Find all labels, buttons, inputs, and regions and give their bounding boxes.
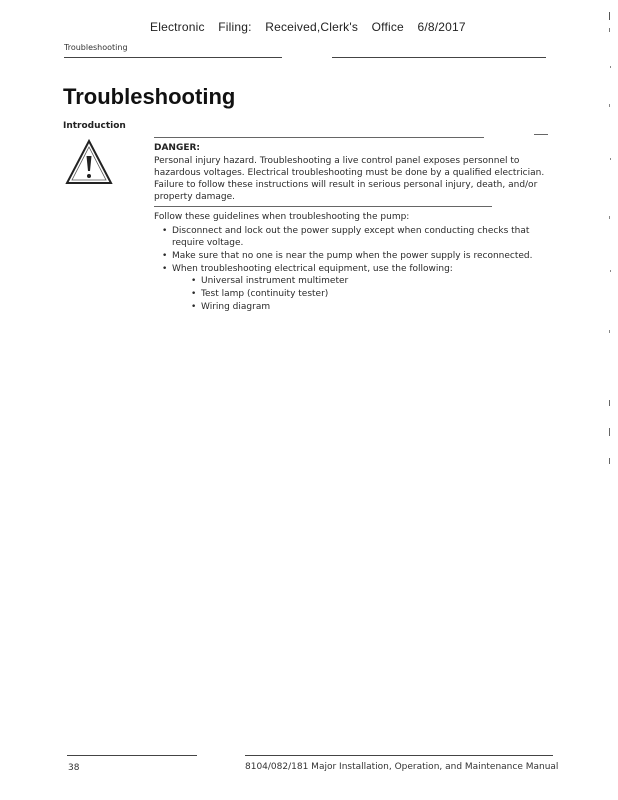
list-item (160, 263, 552, 313)
list-item: • Disconnect and lock out the power supply except when conducting checks that require voltage. (160, 225, 552, 249)
page-title: Troubleshooting (63, 84, 236, 109)
manual-title: 8104/082/181 Major Installation, Operation, and Maintenance Manual (245, 762, 559, 772)
danger-bottom-rule (154, 206, 492, 207)
warning-triangle-icon (64, 138, 114, 188)
stamp-part: Office (371, 20, 404, 34)
equipment-item: • Universal instrument multimeter (189, 275, 552, 287)
guidelines-intro: Follow these guidelines when troubleshooting the pump: (154, 212, 410, 222)
header-rule-right (332, 57, 546, 58)
danger-top-rule (154, 137, 484, 138)
scan-edge-marks (606, 8, 614, 478)
footer-rule-left (67, 755, 197, 756)
danger-top-rule-right (534, 134, 548, 135)
running-head: Troubleshooting (64, 43, 128, 52)
danger-title: DANGER: (154, 143, 201, 153)
footer-rule-right (245, 755, 553, 756)
list-item: • Make sure that no one is near the pump when the power supply is reconnected. (160, 250, 552, 262)
equipment-item: • Wiring diagram (189, 301, 552, 313)
page-number: 38 (68, 763, 80, 773)
equipment-item: • Test lamp (continuity tester) (189, 288, 552, 300)
danger-text: Personal injury hazard. Troubleshooting a live control panel exposes personnel to hazardous voltages. Electrical troubleshooting must be done by a qualified electrician. Failure to follow these instructions will result in serious personal injury, death, and/or property damage. (154, 156, 545, 202)
equipment-list (172, 275, 552, 313)
list-item-text: When troubleshooting electrical equipment, use the following: (172, 264, 453, 274)
section-subhead: Introduction (63, 121, 126, 131)
filing-stamp (150, 20, 476, 34)
stamp-part: Electronic (150, 20, 205, 34)
stamp-part: 6/8/2017 (417, 20, 466, 34)
guidelines-list (160, 225, 552, 314)
stamp-part: Received,Clerk's (265, 20, 359, 34)
stamp-part: Filing: (218, 20, 252, 34)
header-rule-left (64, 57, 282, 58)
